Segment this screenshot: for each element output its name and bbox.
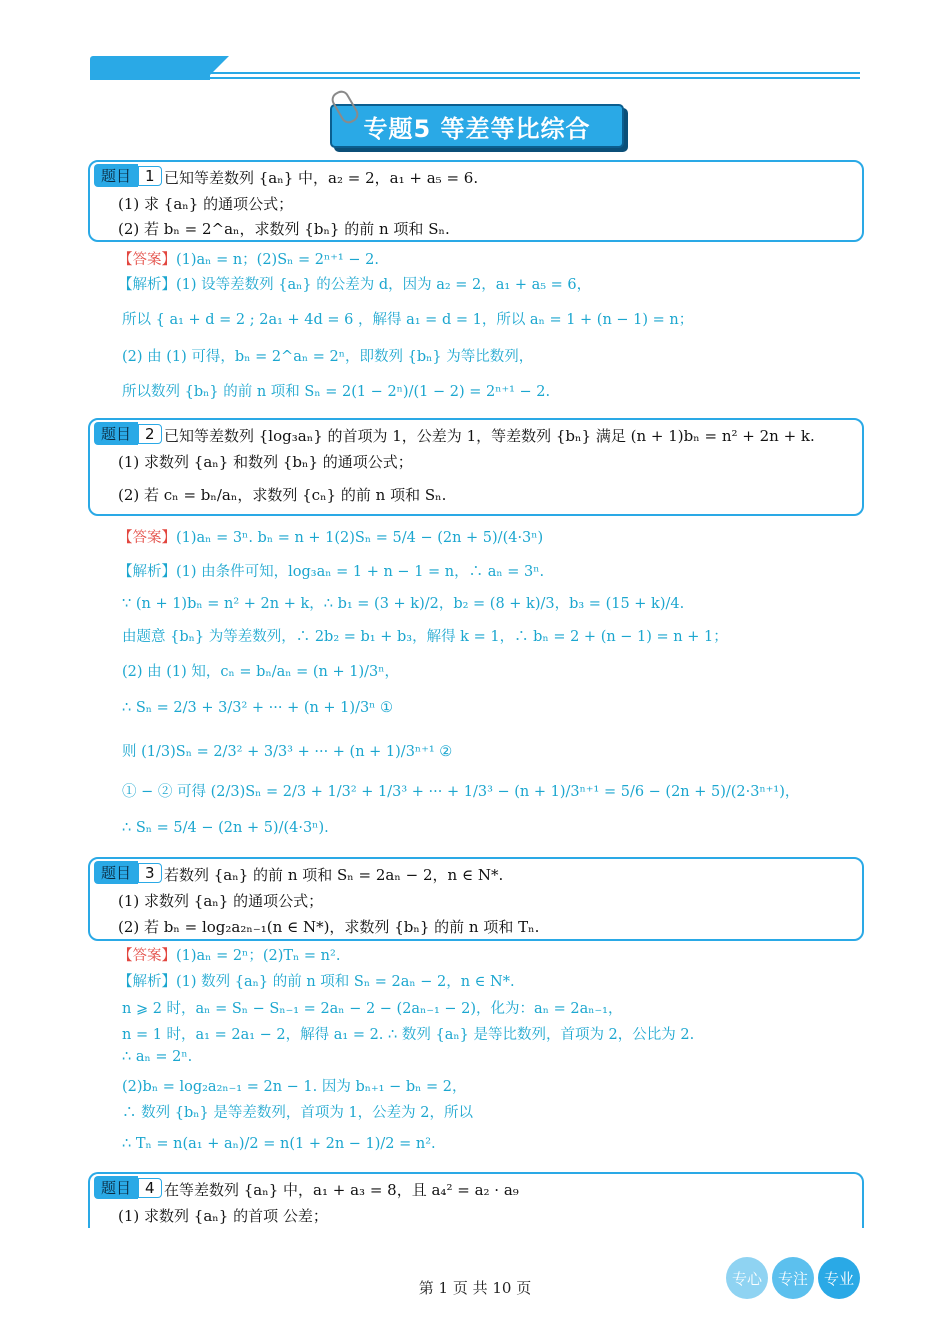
analysis-line: 则 (1/3)Sₙ = 2/3² + 3/3³ + ··· + (n + 1)/3ⁿ⁺¹ ② <box>122 744 453 760</box>
badge-professional: 专业 <box>818 1257 860 1299</box>
badge-focus-mind: 专心 <box>726 1257 768 1299</box>
question-box-3 <box>88 857 864 941</box>
question-number: 2 <box>138 424 162 444</box>
question-label: 题目 <box>94 861 138 884</box>
question-part: (1) 求 {aₙ} 的通项公式； <box>118 195 294 213</box>
badge-focus: 专注 <box>772 1257 814 1299</box>
question-tag <box>94 164 162 187</box>
question-box-1 <box>88 160 864 242</box>
analysis-line: n ⩾ 2 时，aₙ = Sₙ − Sₙ₋₁ = 2aₙ − 2 − (2aₙ₋₁ − 2)，化为：aₙ = 2aₙ₋₁， <box>122 1001 623 1017</box>
analysis-line: 由题意 {bₙ} 为等差数列，∴ 2b₂ = b₁ + b₃，解得 k = 1，∴ bₙ = 2 + (n − 1) = n + 1； <box>122 629 728 645</box>
question-label: 题目 <box>94 422 138 445</box>
analysis-line: 【解析】(1) 设等差数列 {aₙ} 的公差为 d，因为 a₂ = 2，a₁ + a₅ = 6， <box>118 277 592 293</box>
answer-tag: 【答案】 <box>118 252 176 268</box>
question-tag <box>94 1176 162 1199</box>
question-text: 在等差数列 {aₙ} 中，a₁ + a₃ = 8，且 a₄² = a₂ · a₉ <box>164 1181 519 1199</box>
question-tag <box>94 422 162 445</box>
analysis-line: 所以 { a₁ + d = 2 ; 2a₁ + 4d = 6 ，解得 a₁ = d = 1，所以 aₙ = 1 + (n − 1) = n； <box>122 312 694 328</box>
question-number: 1 <box>138 166 162 186</box>
analysis-line: (2) 由 (1) 知，cₙ = bₙ/aₙ = (n + 1)/3ⁿ， <box>122 664 400 680</box>
analysis-line: ∴ Tₙ = n(a₁ + aₙ)/2 = n(1 + 2n − 1)/2 = n². <box>122 1136 436 1152</box>
analysis-line: 所以数列 {bₙ} 的前 n 项和 Sₙ = 2(1 − 2ⁿ)/(1 − 2) = 2ⁿ⁺¹ − 2. <box>122 384 551 400</box>
question-tag <box>94 861 162 884</box>
analysis-line: ∴ Sₙ = 5/4 − (2n + 5)/(4·3ⁿ). <box>122 820 329 836</box>
analysis-line: ① − ② 可得 (2/3)Sₙ = 2/3 + 1/3² + 1/3³ + ··· + 1/3³ − (n + 1)/3ⁿ⁺¹ = 5/6 − (2n + 5)/(2·3ⁿ⁺¹)， <box>122 784 800 800</box>
question-part: (1) 求数列 {aₙ} 的通项公式； <box>118 892 324 910</box>
question-part: (2) 若 bₙ = 2^aₙ，求数列 {bₙ} 的前 n 项和 Sₙ. <box>118 220 450 238</box>
question-box-2 <box>88 418 864 516</box>
question-label: 题目 <box>94 1176 138 1199</box>
question-text: 已知等差数列 {log₃aₙ} 的首项为 1，公差为 1，等差数列 {bₙ} 满足 (n + 1)bₙ = n² + 2n + k. <box>164 427 815 445</box>
question-label: 题目 <box>94 164 138 187</box>
analysis-line: (2)bₙ = log₂a₂ₙ₋₁ = 2n − 1. 因为 bₙ₊₁ − bₙ = 2， <box>122 1079 467 1095</box>
header-rule-thin <box>90 77 860 79</box>
question-number: 3 <box>138 863 162 883</box>
question-box-4 <box>88 1172 864 1228</box>
header-rule <box>90 72 860 74</box>
analysis-line: ∵ (n + 1)bₙ = n² + 2n + k，∴ b₁ = (3 + k)/2，b₂ = (8 + k)/3，b₃ = (15 + k)/4. <box>122 596 685 612</box>
question-number: 4 <box>138 1178 162 1198</box>
analysis-line: (2) 由 (1) 可得，bₙ = 2^aₙ = 2ⁿ，即数列 {bₙ} 为等比数列， <box>122 349 534 365</box>
answer-tag: 【答案】 <box>118 948 176 964</box>
question-part: (2) 若 bₙ = log₂a₂ₙ₋₁(n ∈ N*)，求数列 {bₙ} 的前 n 项和 Tₙ. <box>118 918 540 936</box>
question-text: 已知等差数列 {aₙ} 中，a₂ = 2，a₁ + a₅ = 6. <box>164 169 479 187</box>
analysis-line: ∴ Sₙ = 2/3 + 3/3² + ··· + (n + 1)/3ⁿ ① <box>122 700 394 716</box>
page-title: 专题5 等差等比综合 <box>330 104 624 148</box>
analysis-line: 【解析】(1) 数列 {aₙ} 的前 n 项和 Sₙ = 2aₙ − 2，n ∈ N*. <box>118 974 515 990</box>
question-part: (2) 若 cₙ = bₙ/aₙ，求数列 {cₙ} 的前 n 项和 Sₙ. <box>118 486 447 504</box>
analysis-line: n = 1 时，a₁ = 2a₁ − 2，解得 a₁ = 2. ∴ 数列 {aₙ} 是等比数列，首项为 2，公比为 2. <box>122 1027 695 1043</box>
page-number: 第 1 页 共 10 页 <box>418 1279 532 1297</box>
answer-line: 【答案】(1)aₙ = 3ⁿ. bₙ = n + 1(2)Sₙ = 5/4 − (2n + 5)/(4·3ⁿ) <box>118 530 544 546</box>
analysis-line: ∴ aₙ = 2ⁿ. <box>122 1049 193 1065</box>
analysis-line: 【解析】(1) 由条件可知，log₃aₙ = 1 + n − 1 = n，∴ aₙ = 3ⁿ. <box>118 564 545 580</box>
question-text: 若数列 {aₙ} 的前 n 项和 Sₙ = 2aₙ − 2，n ∈ N*. <box>164 866 504 884</box>
analysis-line: ∴ 数列 {bₙ} 是等差数列，首项为 1，公差为 2，所以 <box>122 1105 474 1121</box>
question-part: (1) 求数列 {aₙ} 的首项 公差； <box>118 1207 328 1225</box>
answer-tag: 【答案】 <box>118 530 176 546</box>
answer-line: 【答案】(1)aₙ = 2ⁿ；(2)Tₙ = n². <box>118 948 341 964</box>
question-part: (1) 求数列 {aₙ} 和数列 {bₙ} 的通项公式； <box>118 453 413 471</box>
answer-line: 【答案】(1)aₙ = n；(2)Sₙ = 2ⁿ⁺¹ − 2. <box>118 252 379 268</box>
